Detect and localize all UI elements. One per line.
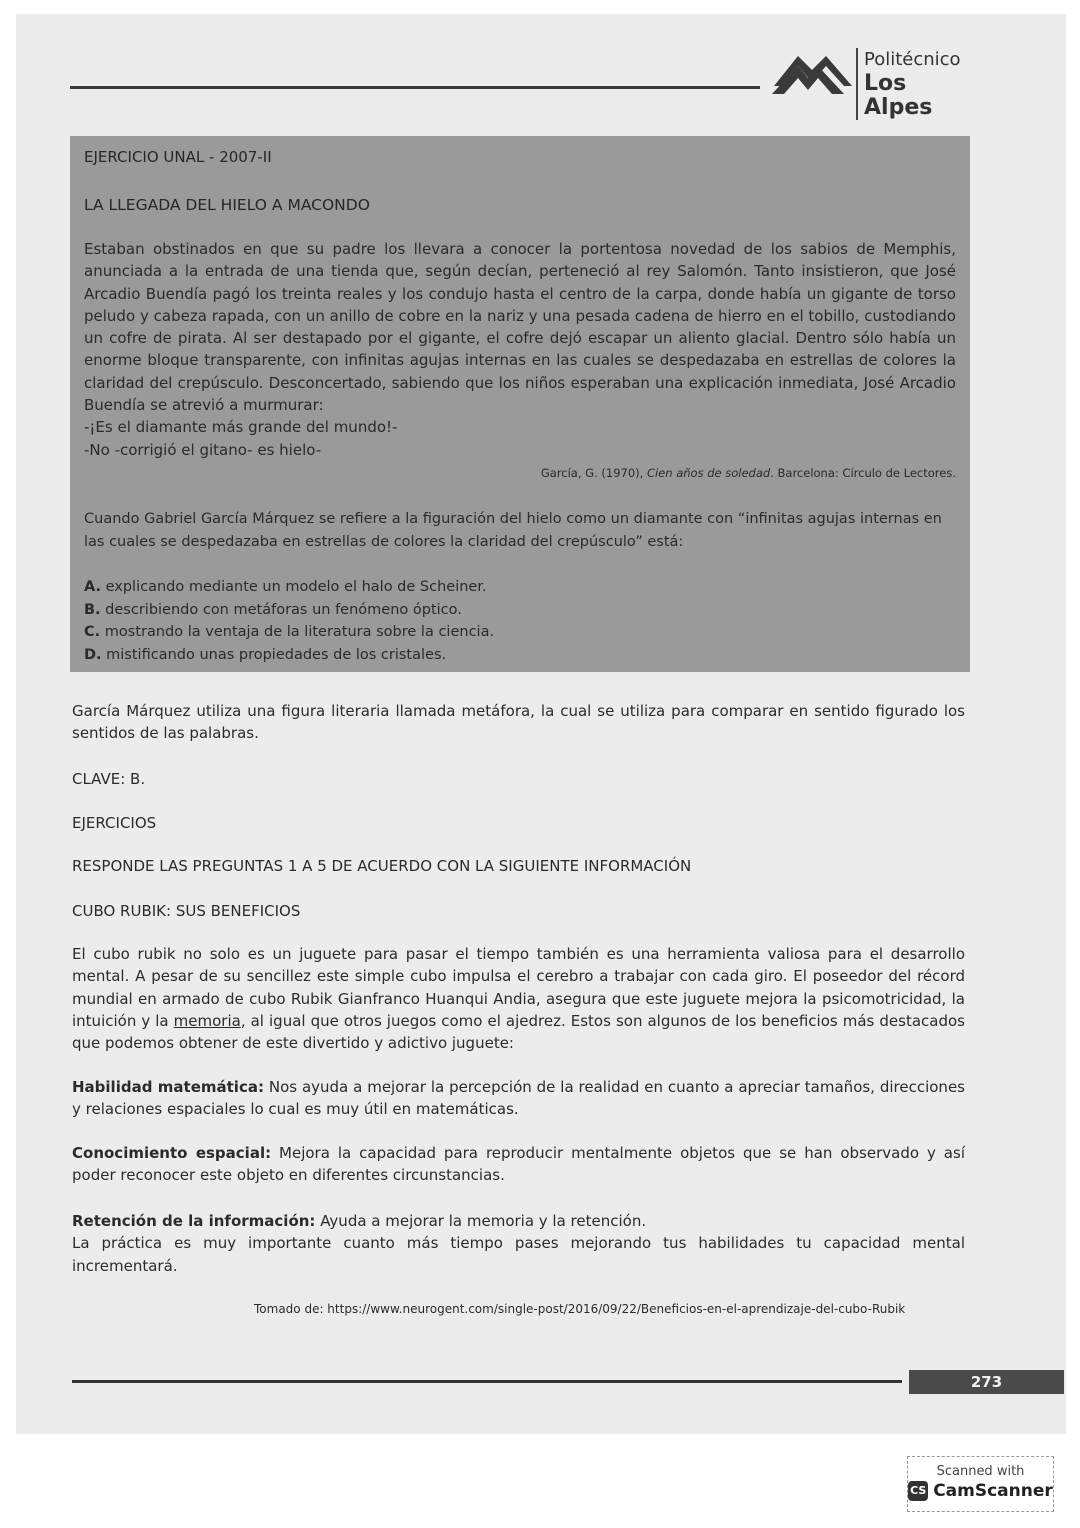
benefit-retention bbox=[72, 1210, 965, 1277]
exercises-heading bbox=[72, 812, 965, 834]
source-reference: Tomado de: https://www.neurogent.com/single-post/2016/09/22/Beneficios-en-el-aprendizaje-del-cubo-Rubik bbox=[254, 1302, 906, 1316]
option-text: mostrando la ventaja de la literatura sobre la ciencia. bbox=[104, 624, 495, 640]
intro-text-2: , al igual que otros juegos como el ajedrez. Estos son algunos de los beneficios más destacados que podemos obtener de este divertido y adictivo juguete: bbox=[72, 1011, 965, 1053]
option-c bbox=[84, 621, 956, 644]
benefit-term: Retención de la información: bbox=[72, 1212, 316, 1230]
answer-options bbox=[84, 576, 956, 666]
camscanner-brand: CamScanner bbox=[933, 1481, 1053, 1501]
citation bbox=[541, 466, 956, 480]
benefit-math bbox=[72, 1076, 965, 1121]
citation-publisher: . Barcelona: Círculo de Lectores. bbox=[770, 466, 956, 480]
mountain-logo-icon bbox=[772, 52, 852, 96]
option-b bbox=[84, 599, 956, 622]
page-number: 273 bbox=[909, 1370, 1064, 1394]
memoria-link[interactable]: memoria bbox=[173, 1011, 241, 1030]
camscanner-watermark bbox=[907, 1456, 1054, 1512]
camscanner-icon: CS bbox=[908, 1481, 928, 1501]
option-letter: B. bbox=[84, 601, 101, 618]
option-letter: A. bbox=[84, 579, 101, 595]
benefit-text: Mejora la capacidad para reproducir mentalmente objetos que se han observado y así poder reconocer este objeto en diferentes circunstancias. bbox=[72, 1144, 965, 1185]
benefit-spatial bbox=[72, 1142, 965, 1187]
question-text: Cuando Gabriel García Márquez se refiere a la figuración del hielo como un diamante con “infinitas agujas internas en las cuales se despedazaba en estrellas de colores la claridad del crepúsculo” está: bbox=[84, 511, 942, 550]
exercise-label bbox=[84, 148, 272, 166]
option-text: describiendo con metáforas un fenómeno óptico. bbox=[105, 601, 462, 618]
option-letter: C. bbox=[84, 624, 101, 640]
explanation bbox=[72, 700, 965, 745]
citation-author: García, G. (1970), bbox=[540, 466, 647, 480]
benefit-term: Habilidad matemática: bbox=[72, 1078, 264, 1096]
article-intro bbox=[72, 943, 965, 1054]
exercise-label-main: EJERCICIO UNAL bbox=[84, 148, 205, 166]
exercise-title: LA LLEGADA DEL HIELO A MACONDO bbox=[84, 196, 370, 214]
logo-text bbox=[856, 48, 972, 120]
literary-passage bbox=[84, 238, 956, 461]
explanation-text: García Márquez utiliza una figura literaria llamada metáfora, la cual se utiliza para comparar en sentido figurado los sentidos de las palabras. bbox=[72, 702, 965, 743]
instructions-text: RESPONDE LAS PREGUNTAS 1 A 5 DE ACUERDO CON LA SIGUIENTE INFORMACIÓN bbox=[72, 857, 692, 875]
article-title bbox=[72, 900, 965, 922]
institution-logo bbox=[772, 48, 972, 120]
instructions bbox=[72, 855, 965, 877]
logo-line-2: Los Alpes bbox=[864, 71, 933, 120]
article-intro-paragraph bbox=[72, 943, 965, 1054]
answer-key bbox=[72, 768, 965, 790]
header-rule bbox=[70, 86, 760, 89]
passage-text: Estaban obstinados en que su padre los llevara a conocer la portentosa novedad de los sabios de Memphis, anunciada a la entrada de una tienda que, según decían, perteneció al rey Salomón. Tanto insistieron, que José Arcadio Buendía pagó los treinta reales y los condujo hasta el centro de la carpa, donde había un gigante de torso peludo y cabeza rapada, con un anillo de cobre en la nariz y una pesada cadena de hierro en el tobillo, custodiando un cofre de pirata. Al ser destapado por el gigante, el cofre dejó escapar un aliento glacial. Dentro sólo había un enorme bloque transparente, con infinitas agujas internas en las cuales se despedazaba en estrellas de colores la claridad del crepúsculo. Desconcertado, sabiendo que los niños esperaban una explicación inmediata, José Arcadio Buendía se atrevió a murmurar: bbox=[84, 240, 956, 415]
option-text: explicando mediante un modelo el halo de Scheiner. bbox=[105, 579, 487, 595]
article-title-text: CUBO RUBIK: SUS BENEFICIOS bbox=[72, 902, 301, 920]
dialog-line-2: -No -corrigió el gitano- es hielo- bbox=[84, 440, 322, 459]
citation-title: Cien años de soledad bbox=[646, 466, 771, 480]
benefit-text: Nos ayuda a mejorar la percepción de la realidad en cuanto a apreciar tamaños, direcciones y relaciones espaciales lo cual es muy útil en matemáticas. bbox=[72, 1078, 965, 1119]
exercise-box bbox=[70, 136, 970, 672]
footer-rule bbox=[72, 1380, 902, 1383]
logo-line-1: Politécnico bbox=[864, 49, 961, 70]
scanned-with-text: Scanned with bbox=[936, 1464, 1025, 1479]
closing-text: La práctica es muy importante cuanto más tiempo pases mejorando tus habilidades tu capacidad mental incrementará. bbox=[72, 1234, 965, 1275]
option-d bbox=[84, 644, 956, 667]
exercise-label-year: - 2007-II bbox=[209, 148, 272, 166]
benefit-term: Conocimiento espacial: bbox=[72, 1144, 272, 1162]
option-a bbox=[84, 576, 956, 599]
dialog-line-1: -¡Es el diamante más grande del mundo!- bbox=[84, 418, 398, 437]
option-text: mistificando unas propiedades de los cristales. bbox=[106, 646, 447, 663]
answer-key-text: CLAVE: B. bbox=[72, 770, 146, 788]
exercises-heading-text: EJERCICIOS bbox=[72, 814, 157, 832]
benefit-text: Ayuda a mejorar la memoria y la retención. bbox=[315, 1212, 647, 1230]
option-letter: D. bbox=[84, 646, 102, 663]
intro-text-1: El cubo rubik no solo es un juguete para pasar el tiempo también es una herramienta valiosa para el desarrollo mental. A pesar de su sencillez este simple cubo impulsa el cerebro a trabajar con cada giro. El poseedor del récord mundial en armado de cubo Rubik Gianfranco Huanqui Andia, asegura que este juguete mejora la psicomotricidad, la intuición y la bbox=[72, 945, 965, 1030]
